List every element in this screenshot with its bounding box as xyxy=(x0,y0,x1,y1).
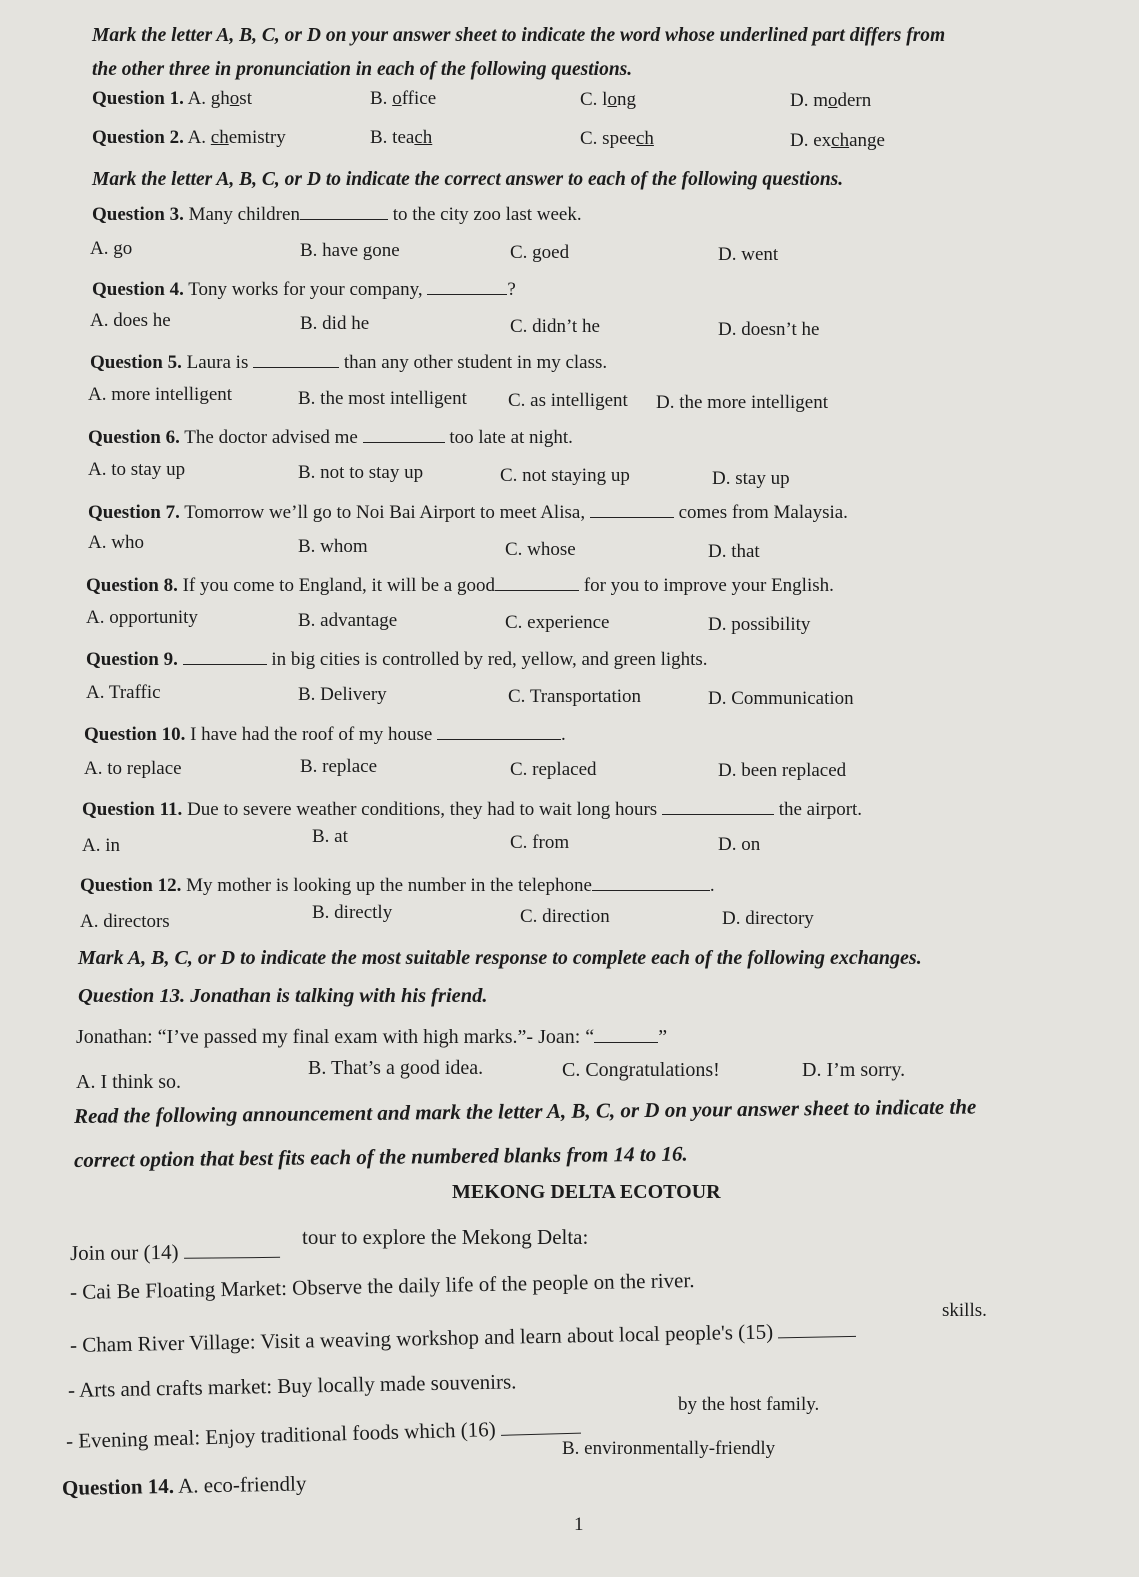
announcement-line-3-end: skills. xyxy=(942,1300,987,1321)
answer-blank[interactable] xyxy=(592,871,710,891)
question-12-label: Question 12. xyxy=(80,875,182,896)
announcement-line-3: - Cham River Village: Visit a weaving workshop and learn about local people's (15) xyxy=(70,1315,857,1358)
question-7-option-b[interactable]: B. whom xyxy=(298,536,368,557)
answer-blank[interactable] xyxy=(594,1022,658,1043)
question-3-option-c[interactable]: C. goed xyxy=(510,242,570,263)
question-4-option-b[interactable]: B. did he xyxy=(300,313,370,334)
question-1-option-b[interactable]: B. office xyxy=(370,88,437,109)
exchange-instruction: Mark A, B, C, or D to indicate the most suitable response to complete each of the following exchanges. xyxy=(78,947,922,969)
question-12-option-a[interactable]: A. directors xyxy=(80,911,170,932)
answer-blank[interactable] xyxy=(300,200,388,220)
question-14-option-b[interactable]: B. environmentally-friendly xyxy=(562,1438,776,1459)
question-6-option-a[interactable]: A. to stay up xyxy=(88,459,186,480)
question-6-option-c[interactable]: C. not staying up xyxy=(500,465,630,486)
question-3-stem: Question 3. Many children to the city zoo last week. xyxy=(92,200,582,227)
question-9-option-b[interactable]: B. Delivery xyxy=(298,684,387,705)
question-1 xyxy=(92,88,252,111)
question-2-label: Question 2. xyxy=(92,127,184,148)
reading-instruction-line-2: correct option that best fits each of the numbered blanks from 14 to 16. xyxy=(73,1141,688,1172)
question-3-option-d[interactable]: D. went xyxy=(718,244,779,265)
announcement-line-5-end: by the host family. xyxy=(678,1394,820,1415)
question-8-option-d[interactable]: D. possibility xyxy=(708,614,811,635)
question-5-option-b[interactable]: B. the most intelligent xyxy=(298,388,467,409)
question-7-option-d[interactable]: D. that xyxy=(708,541,760,562)
grammar-instruction: Mark the letter A, B, C, or D to indicate the correct answer to each of the following questions. xyxy=(92,169,844,190)
question-5-label: Question 5. xyxy=(90,352,182,373)
question-3-option-b[interactable]: B. have gone xyxy=(300,240,400,261)
question-14 xyxy=(62,1471,307,1501)
answer-blank-14[interactable] xyxy=(184,1236,280,1259)
question-1-option-d[interactable]: D. modern xyxy=(790,90,872,111)
question-8-label: Question 8. xyxy=(86,575,178,596)
question-8-option-b[interactable]: B. advantage xyxy=(298,610,398,631)
question-8-option-a[interactable]: A. opportunity xyxy=(86,607,198,628)
question-12-stem: Question 12. My mother is looking up the number in the telephone . xyxy=(80,871,715,898)
question-11-option-c[interactable]: C. from xyxy=(510,832,570,853)
question-10-option-b[interactable]: B. replace xyxy=(300,756,378,777)
question-11-label: Question 11. xyxy=(82,799,183,820)
question-13-label: Question 13. xyxy=(78,985,186,1007)
question-11-stem: Question 11. Due to severe weather conditions, they had to wait long hours the airport. xyxy=(82,795,862,822)
question-12-option-b[interactable]: B. directly xyxy=(312,902,393,923)
question-1-option-a[interactable]: A. ghost xyxy=(187,88,252,109)
question-10-stem: Question 10. I have had the roof of my house . xyxy=(84,720,566,747)
question-1-option-c[interactable]: C. long xyxy=(580,89,636,110)
announcement-title: MEKONG DELTA ECOTOUR xyxy=(452,1181,721,1203)
question-5-stem: Question 5. Laura is than any other student in my class. xyxy=(90,348,607,375)
question-5-option-d[interactable]: D. the more intelligent xyxy=(656,392,829,413)
question-11-option-d[interactable]: D. on xyxy=(718,834,761,855)
answer-blank-16[interactable] xyxy=(501,1412,582,1436)
question-2 xyxy=(92,127,286,150)
answer-blank[interactable] xyxy=(183,645,267,665)
answer-blank[interactable] xyxy=(437,720,561,740)
question-7-option-a[interactable]: A. who xyxy=(88,532,144,553)
question-7-label: Question 7. xyxy=(88,502,180,523)
question-7-stem: Question 7. Tomorrow we’ll go to Noi Bai Airport to meet Alisa, comes from Malaysia. xyxy=(88,498,848,525)
question-1-label: Question 1. xyxy=(92,88,184,109)
question-6-stem: Question 6. The doctor advised me too late at night. xyxy=(88,423,573,450)
question-13-option-a[interactable]: A. I think so. xyxy=(76,1071,181,1093)
question-6-option-d[interactable]: D. stay up xyxy=(712,468,790,489)
pronunciation-instruction-line-1: Mark the letter A, B, C, or D on your answer sheet to indicate the word whose underlined part differs from xyxy=(92,25,946,46)
question-2-option-c[interactable]: C. speech xyxy=(580,128,654,149)
question-9-label: Question 9. xyxy=(86,649,178,670)
question-12-option-d[interactable]: D. directory xyxy=(722,908,814,929)
question-10-option-a[interactable]: A. to replace xyxy=(84,758,182,779)
question-9-option-c[interactable]: C. Transportation xyxy=(508,686,642,707)
question-8-option-c[interactable]: C. experience xyxy=(505,612,610,633)
question-5-option-c[interactable]: C. as intelligent xyxy=(508,390,628,411)
question-8-stem: Question 8. If you come to England, it will be a good for you to improve your English. xyxy=(86,571,834,598)
question-4-stem: Question 4. Tony works for your company, ? xyxy=(92,275,516,302)
question-2-option-b[interactable]: B. teach xyxy=(370,127,433,148)
question-3-option-a[interactable]: A. go xyxy=(90,238,133,259)
answer-blank[interactable] xyxy=(253,348,339,368)
question-2-option-a[interactable]: A. chemistry xyxy=(187,127,286,148)
question-10-option-d[interactable]: D. been replaced xyxy=(718,760,847,781)
question-7-option-c[interactable]: C. whose xyxy=(505,539,576,560)
announcement-line-1-end: tour to explore the Mekong Delta: xyxy=(302,1225,589,1249)
question-14-option-a[interactable]: A. eco-friendly xyxy=(177,1471,307,1498)
question-9-option-a[interactable]: A. Traffic xyxy=(86,682,161,703)
question-13-option-b[interactable]: B. That’s a good idea. xyxy=(308,1057,484,1079)
question-9-stem: Question 9. in big cities is controlled by red, yellow, and green lights. xyxy=(86,645,708,672)
question-13-option-d[interactable]: D. I’m sorry. xyxy=(802,1059,906,1081)
question-6-label: Question 6. xyxy=(88,427,180,448)
answer-blank[interactable] xyxy=(427,275,507,295)
answer-blank[interactable] xyxy=(590,498,674,518)
question-13-context-line: Question 13. Jonathan is talking with his friend. xyxy=(78,985,488,1007)
question-11-option-a[interactable]: A. in xyxy=(82,835,120,856)
question-12-option-c[interactable]: C. direction xyxy=(520,906,610,927)
pronunciation-instruction-line-2: the other three in pronunciation in each of the following questions. xyxy=(92,59,633,80)
answer-blank[interactable] xyxy=(662,795,774,815)
question-4-option-d[interactable]: D. doesn’t he xyxy=(718,319,820,340)
announcement-line-1: Join our (14) xyxy=(70,1236,280,1266)
answer-blank[interactable] xyxy=(363,423,445,443)
question-5-option-a[interactable]: A. more intelligent xyxy=(88,384,233,405)
question-14-label: Question 14. xyxy=(61,1473,175,1500)
question-4-option-a[interactable]: A. does he xyxy=(90,310,171,331)
answer-blank[interactable] xyxy=(495,571,579,591)
announcement-line-2: - Cai Be Floating Market: Observe the daily life of the people on the river. xyxy=(69,1268,695,1304)
question-10-option-c[interactable]: C. replaced xyxy=(510,759,597,780)
question-9-option-d[interactable]: D. Communication xyxy=(708,688,854,709)
question-6-option-b[interactable]: B. not to stay up xyxy=(298,462,424,483)
question-10-label: Question 10. xyxy=(84,724,186,745)
announcement-line-4: - Arts and crafts market: Buy locally made souvenirs. xyxy=(67,1369,517,1402)
question-4-option-c[interactable]: C. didn’t he xyxy=(510,316,600,337)
question-3-label: Question 3. xyxy=(92,204,184,225)
answer-blank-15[interactable] xyxy=(778,1315,856,1338)
reading-instruction-line-1: Read the following announcement and mark the letter A, B, C, or D on your answer sheet to indicate the xyxy=(73,1094,977,1128)
question-11-option-b[interactable]: B. at xyxy=(312,826,348,847)
question-2-option-d[interactable]: D. exchange xyxy=(790,130,885,151)
question-13-option-c[interactable]: C. Congratulations! xyxy=(562,1059,720,1081)
announcement-line-5: - Evening meal: Enjoy traditional foods which (16) xyxy=(66,1412,582,1455)
question-4-label: Question 4. xyxy=(92,279,184,300)
page-number: 1 xyxy=(574,1514,584,1535)
question-13-dialogue: Jonathan: “I’ve passed my final exam with high marks.”- Joan: “ ” xyxy=(76,1022,667,1049)
